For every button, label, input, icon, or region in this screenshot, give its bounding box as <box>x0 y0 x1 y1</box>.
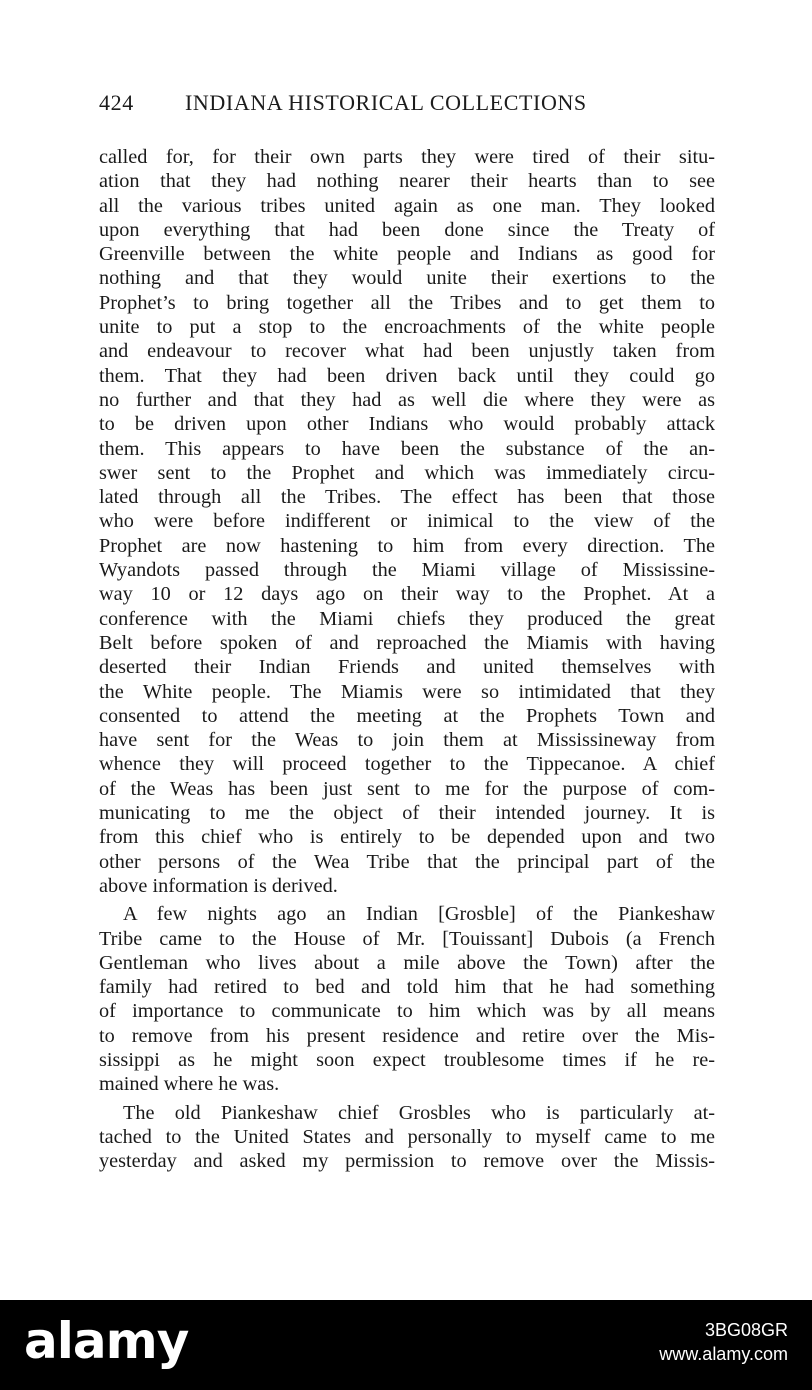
body-text <box>99 145 715 1173</box>
text-line: other persons of the Wea Tribe that the principal part of the <box>99 850 715 873</box>
text-line: The old Piankeshaw chief Grosbles who is particularly at- <box>123 1101 715 1124</box>
text-line: them. That they had been driven back until they could go <box>99 364 715 387</box>
text-line: to be driven upon other Indians who would probably attack <box>99 413 715 436</box>
text-line: ation that they had nothing nearer their hearts than to see <box>99 170 715 193</box>
text-line: Tribe came to the House of Mr. [Touissant] Dubois (a French <box>99 927 715 950</box>
text-line: lated through all the Tribes. The effect has been that those <box>99 486 715 509</box>
text-line: Greenville between the white people and Indians as good for <box>99 243 715 266</box>
text-line: to remove from his present residence and retire over the Mis- <box>99 1024 715 1047</box>
text-line: unite to put a stop to the encroachments of the white people <box>99 316 715 339</box>
text-line: who were before indifferent or inimical to the view of the <box>99 510 715 533</box>
text-line: Belt before spoken of and reproached the Miamis with having <box>99 631 715 654</box>
watermark-info <box>659 1318 788 1366</box>
text-line: A few nights ago an Indian [Grosble] of the Piankeshaw <box>123 903 715 926</box>
text-line: no further and that they had as well die where they were as <box>99 388 715 411</box>
text-line: upon everything that had been done since the Treaty of <box>99 218 715 241</box>
text-line: from this chief who is entirely to be depended upon and two <box>99 826 715 849</box>
paragraph <box>99 145 715 898</box>
text-line: sissippi as he might soon expect troublesome times if he re- <box>99 1048 715 1071</box>
text-line: deserted their Indian Friends and united themselves with <box>99 656 715 679</box>
text-line: Prophet’s to bring together all the Tribes and to get them to <box>99 291 715 314</box>
text-line: consented to attend the meeting at the Prophets Town and <box>99 704 715 727</box>
text-line: swer sent to the Prophet and which was immediately circu- <box>99 461 715 484</box>
paragraph <box>99 1101 715 1174</box>
text-line: yesterday and asked my permission to remove over the Missis- <box>99 1150 715 1173</box>
text-line: Wyandots passed through the Miami village of Mississine- <box>99 559 715 582</box>
text-line: way 10 or 12 days ago on their way to the Prophet. At a <box>99 583 715 606</box>
text-line: tached to the United States and personally to myself came to me <box>99 1125 715 1148</box>
alamy-logo: alamy <box>24 1312 189 1370</box>
text-line: of the Weas has been just sent to me for the purpose of com- <box>99 777 715 800</box>
text-line: Prophet are now hastening to him from every direction. The <box>99 534 715 557</box>
running-title: INDIANA HISTORICAL COLLECTIONS <box>185 90 587 115</box>
text-line: and endeavour to recover what had been unjustly taken from <box>99 340 715 363</box>
text-line: have sent for the Weas to join them at Mississineway from <box>99 729 715 752</box>
text-line: them. This appears to have been the substance of the an- <box>99 437 715 460</box>
text-line: municating to me the object of their intended journey. It is <box>99 802 715 825</box>
text-line: mained where he was. <box>99 1073 280 1096</box>
text-line: called for, for their own parts they were tired of their situ- <box>99 146 715 168</box>
text-line: whence they will proceed together to the Tippecanoe. A chief <box>99 753 715 776</box>
text-line: family had retired to bed and told him that he had something <box>99 976 715 999</box>
paragraph <box>99 902 715 1096</box>
text-line: the White people. The Miamis were so intimidated that they <box>99 680 715 703</box>
running-head <box>99 90 719 116</box>
text-line: conference with the Miami chiefs they produced the great <box>99 607 715 630</box>
watermark-url: www.alamy.com <box>659 1344 788 1364</box>
page-number: 424 <box>99 90 134 115</box>
text-line: of importance to communicate to him which was by all means <box>99 1000 715 1023</box>
text-line: Gentleman who lives about a mile above the Town) after the <box>99 951 715 974</box>
text-line: nothing and that they would unite their exertions to the <box>99 267 715 290</box>
text-line: above information is derived. <box>99 874 338 897</box>
text-line: all the various tribes united again as one man. They looked <box>99 194 715 217</box>
image-id: 3BG08GR <box>704 1320 788 1340</box>
